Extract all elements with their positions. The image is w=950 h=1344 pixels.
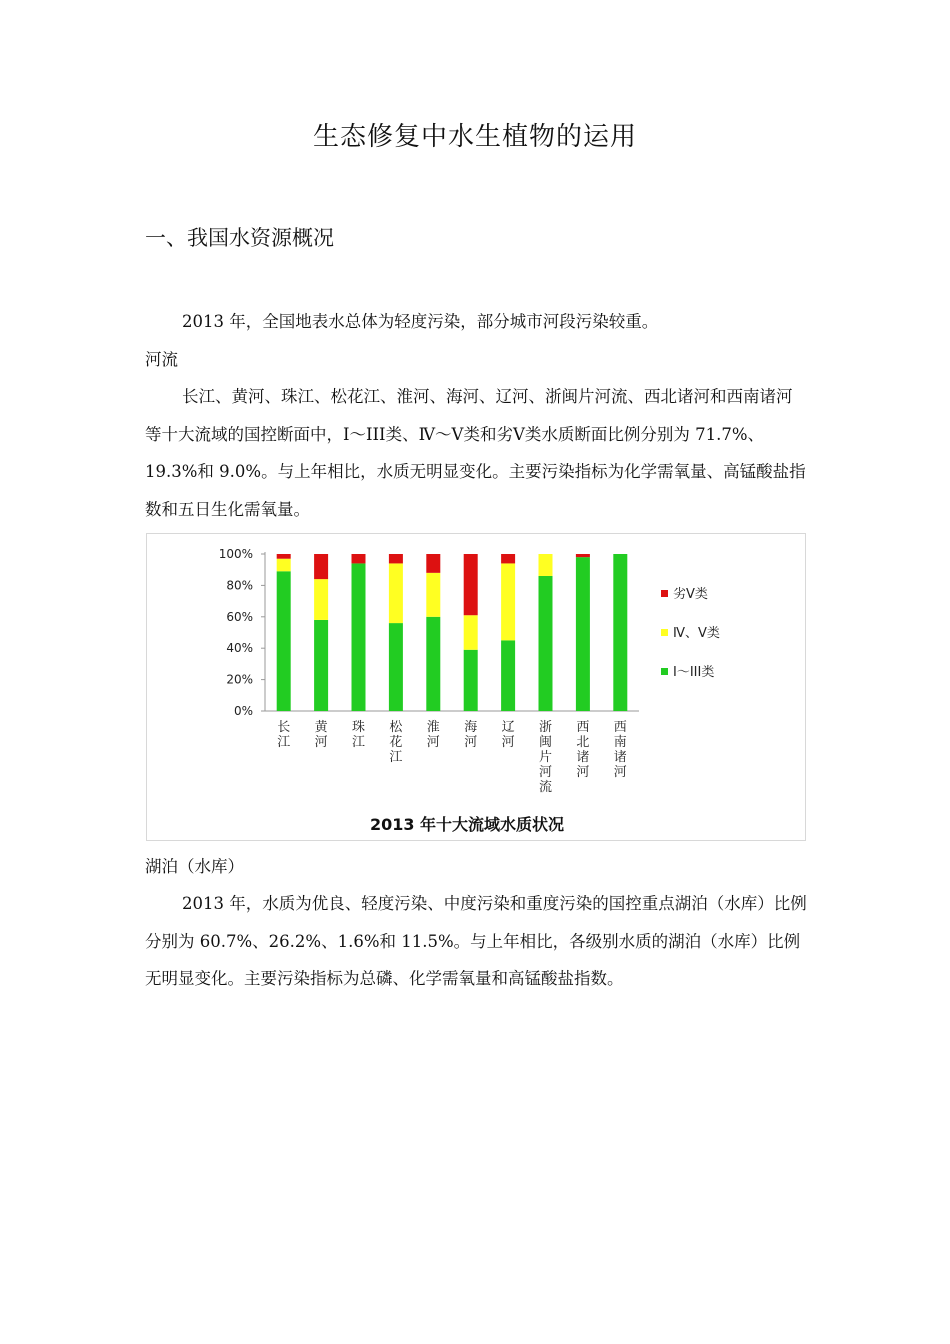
bar-segment (464, 554, 478, 615)
lake-paragraph: 2013 年，水质为优良、轻度污染、中度污染和重度污染的国控重点湖泊（水库）比例分别为 60.7%、26.2%、1.6%和 11.5%。与上年相比，各级别水质的湖泊（水库）比例无明显变化。主要污染指标为总磷、化学需氧量和高锰酸盐指数。 (145, 894, 807, 988)
x-tick-label: 闽 (538, 735, 553, 750)
river-label: 河流 (145, 350, 178, 369)
bar-segment (426, 554, 440, 573)
bar-segment (314, 620, 328, 711)
bar-segment (426, 573, 440, 617)
x-tick-label: 河 (538, 765, 553, 780)
x-tick-label: 淮 (426, 720, 440, 735)
river-paragraph: 长江、黄河、珠江、松花江、淮河、海河、辽河、浙闽片河流、西北诸河和西南诸河等十大流域的国控断面中，Ⅰ～III类、Ⅳ～Ⅴ类和劣Ⅴ类水质断面比例分别为 71.7%、19.3%和 9.0%。与上年相比，水质无明显变化。主要污染指标为化学需氧量、高锰酸盐指数和五日生化需氧量。 (145, 387, 806, 519)
bar-segment (277, 559, 291, 572)
x-tick-label: 河 (576, 765, 590, 780)
legend-label: Ⅳ、Ⅴ类 (673, 626, 720, 641)
x-tick-label: 花 (389, 735, 403, 750)
x-tick-label: 辽 (501, 720, 515, 735)
x-tick-label: 片 (538, 750, 553, 765)
x-tick-label: 黄 (314, 720, 328, 735)
bar-segment (501, 563, 515, 640)
intro-paragraph: 2013 年，全国地表水总体为轻度污染，部分城市河段污染较重。 (182, 312, 659, 331)
x-tick-label: 河 (501, 735, 515, 750)
bar-segment (352, 563, 366, 711)
x-tick-label: 江 (389, 750, 403, 765)
x-tick-label: 河 (464, 735, 478, 750)
y-tick-label: 100% (218, 547, 253, 561)
legend-swatch (661, 668, 668, 675)
x-tick-label: 南 (613, 735, 627, 750)
bar-segment (539, 554, 553, 576)
bar-segment (314, 554, 328, 579)
x-tick-label: 珠 (351, 720, 366, 735)
legend-swatch (661, 590, 668, 597)
lake-label: 湖泊（水库） (145, 857, 244, 876)
x-tick-label: 诸 (613, 750, 627, 765)
bar-segment (277, 571, 291, 711)
bar-segment (389, 554, 403, 563)
x-tick-label: 诸 (576, 750, 590, 765)
bar-segment (464, 615, 478, 650)
bar-segment (464, 650, 478, 711)
x-tick-label: 江 (277, 735, 291, 750)
legend-label: Ⅰ～III类 (673, 665, 715, 680)
section-heading: 一、我国水资源概况 (145, 226, 334, 250)
chart-title: 2013 年十大流域水质状况 (369, 815, 565, 834)
x-tick-label: 流 (538, 780, 553, 795)
x-tick-label: 西 (613, 720, 627, 735)
y-tick-label: 40% (226, 641, 253, 656)
bar-segment (426, 617, 440, 711)
legend-swatch (661, 629, 668, 636)
bar-segment (613, 554, 627, 711)
bar-segment (389, 563, 403, 623)
legend-label: 劣Ⅴ类 (673, 587, 708, 602)
x-tick-label: 松 (389, 720, 403, 735)
bar-segment (389, 623, 403, 711)
x-tick-label: 西 (576, 720, 590, 735)
x-tick-label: 河 (314, 735, 328, 750)
x-tick-label: 长 (277, 720, 291, 735)
bar-segment (501, 554, 515, 563)
bar-segment (576, 554, 590, 557)
y-tick-label: 80% (226, 578, 253, 593)
x-tick-label: 河 (426, 735, 440, 750)
bar-segment (352, 554, 366, 563)
document-title: 生态修复中水生植物的运用 (312, 122, 637, 152)
bar-segment (314, 579, 328, 620)
bar-segment (539, 576, 553, 711)
bar-segment (277, 554, 291, 559)
x-tick-label: 浙 (538, 720, 553, 735)
y-tick-label: 20% (226, 672, 253, 687)
x-tick-label: 海 (464, 720, 478, 735)
x-tick-label: 河 (613, 765, 627, 780)
bar-segment (576, 557, 590, 711)
x-tick-label: 北 (576, 735, 590, 750)
bar-segment (501, 640, 515, 711)
chart-svg (147, 534, 805, 840)
x-tick-label: 江 (351, 735, 366, 750)
y-tick-label: 60% (226, 609, 253, 624)
water-quality-chart (146, 533, 806, 841)
y-tick-label: 0% (233, 704, 253, 718)
